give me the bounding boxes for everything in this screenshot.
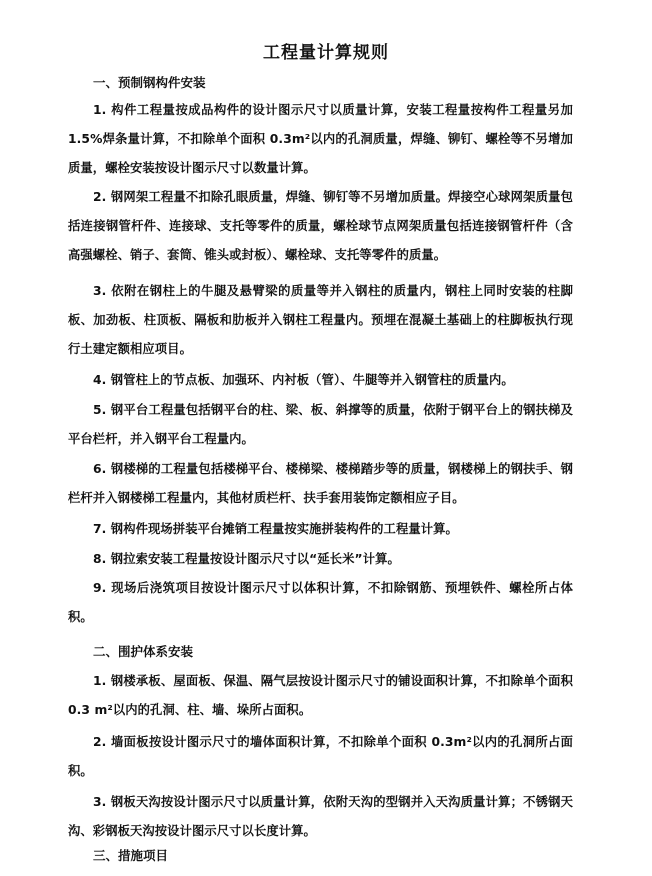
section-heading-1: 一、预制钢构件安装 xyxy=(93,75,206,90)
paragraph-2-3: 3. 钢板天沟按设计图示尺寸以质量计算，依附天沟的型钢并入天沟质量计算；不锈钢天沟、彩钢板天沟按设计图示尺寸以长度计算。 xyxy=(68,795,573,838)
paragraph-1-1: 1. 构件工程量按成品构件的设计图示尺寸以质量计算，安装工程量按构件工程量另加1.5%焊条量计算，不扣除单个面积 0.3m²以内的孔洞质量，焊缝、铆钉、螺栓等不另增加质量，螺栓安装按设计图示尺寸以数量计算。 xyxy=(68,103,573,175)
paragraph-1-9: 9. 现场后浇筑项目按设计图示尺寸以体积计算，不扣除钢筋、预埋铁件、螺栓所占体积。 xyxy=(68,581,573,624)
paragraph-1-8: 8. 钢拉索安装工程量按设计图示尺寸以“延长米”计算。 xyxy=(93,552,400,566)
paragraph-1-4: 4. 钢管柱上的节点板、加强环、内衬板（管）、牛腿等并入钢管柱的质量内。 xyxy=(93,373,514,387)
document-title: 工程量计算规则 xyxy=(263,43,389,63)
paragraph-1-7: 7. 钢构件现场拼装平台摊销工程量按实施拼装构件的工程量计算。 xyxy=(93,522,458,536)
section-heading-3: 三、措施项目 xyxy=(93,848,169,863)
paragraph-2-1: 1. 钢楼承板、屋面板、保温、隔气层按设计图示尺寸的铺设面积计算，不扣除单个面积 0.3 m²以内的孔洞、柱、墙、垛所占面积。 xyxy=(68,674,573,717)
section-heading-2: 二、围护体系安装 xyxy=(93,644,194,659)
paragraph-1-3: 3. 依附在钢柱上的牛腿及悬臂梁的质量等并入钢柱的质量内，钢柱上同时安装的柱脚板、加劲板、柱顶板、隔板和肋板并入钢柱工程量内。预埋在混凝土基础上的柱脚板执行现行土建定额相应项目。 xyxy=(68,284,573,356)
paragraph-1-5: 5. 钢平台工程量包括钢平台的柱、梁、板、斜撑等的质量，依附于钢平台上的钢扶梯及平台栏杆，并入钢平台工程量内。 xyxy=(68,403,573,446)
paragraph-1-2: 2. 钢网架工程量不扣除孔眼质量，焊缝、铆钉等不另增加质量。焊接空心球网架质量包括连接钢管杆件、连接球、支托等零件的质量，螺栓球节点网架质量包括连接钢管杆件（含高强螺栓、销子、套筒、锥头或封板）、螺栓球、支托等零件的质量。 xyxy=(68,190,573,262)
paragraph-2-2: 2. 墙面板按设计图示尺寸的墙体面积计算，不扣除单个面积 0.3m²以内的孔洞所占面积。 xyxy=(68,735,573,778)
paragraph-1-6: 6. 钢楼梯的工程量包括楼梯平台、楼梯梁、楼梯踏步等的质量，钢楼梯上的钢扶手、钢栏杆并入钢楼梯工程量内，其他材质栏杆、扶手套用装饰定额相应子目。 xyxy=(68,462,573,505)
